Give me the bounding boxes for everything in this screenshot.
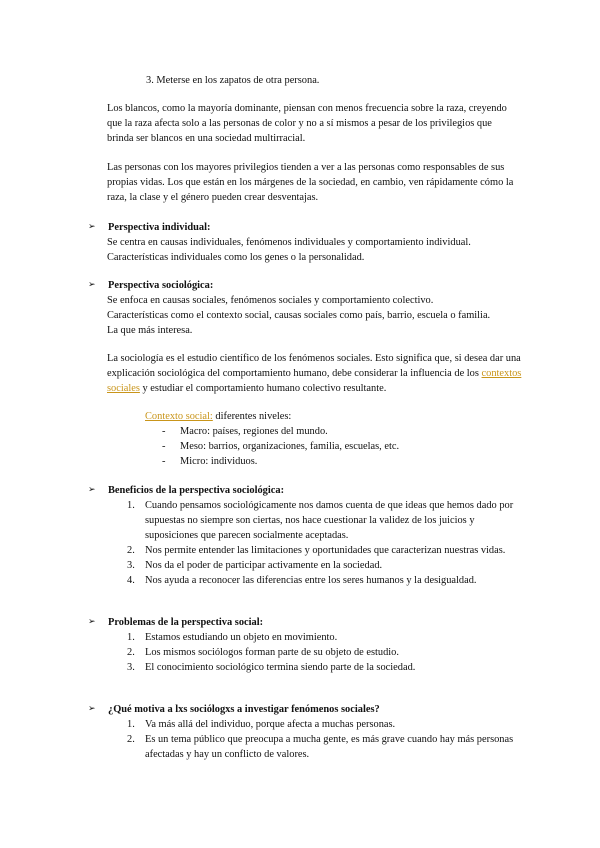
list-item (127, 732, 517, 762)
heading-title: Perspectiva sociológica: (108, 280, 214, 291)
item-number: 2. (127, 647, 135, 658)
list-item (162, 454, 399, 469)
paragraph-sociologia-text (107, 351, 525, 396)
item-number: 3. (127, 662, 135, 673)
list-item (127, 558, 525, 573)
paragraph-privilegios-text: Las personas con los mayores privilegios tienden a ver a las personas como responsables de sus propias vidas. Los que están en los márgenes de la sociedad, en cambio, ven rápidamente cómo la raza, la clase y el género pueden crear desventajas. (107, 162, 514, 203)
arrow-bullet-icon: ➢ (88, 280, 96, 290)
contexto-levels-list (162, 424, 399, 469)
item-number: 1. (127, 500, 135, 511)
list-item (127, 498, 525, 543)
level-text: Micro: individuos. (180, 456, 258, 467)
heading-title: Beneficios de la perspectiva sociológica: (108, 485, 285, 496)
paragraph-blancos-text: Los blancos, como la mayoría dominante, piensan con menos frecuencia sobre la raza, creyendo que la raza afecta solo a las personas de color y no a sí mismos a pesar de los privilegios que brinda ser blancos en una sociedad multirracial. (107, 103, 507, 144)
individual-body (107, 235, 522, 265)
dash-bullet: - (162, 441, 166, 452)
item-text: Nos da el poder de participar activamente en la sociedad. (145, 560, 383, 571)
contexto-social-link[interactable]: Contexto social: (145, 411, 213, 422)
heading-title: Problemas de la perspectiva social: (108, 617, 264, 628)
item-text: Es un tema público que preocupa a mucha gente, es más grave cuando hay más personas afectadas y hay un conflicto de valores. (145, 734, 514, 760)
item-number: 2. (127, 545, 135, 556)
arrow-bullet-icon: ➢ (88, 222, 96, 232)
list-item (127, 717, 517, 732)
heading-title: ¿Qué motiva a lxs sociólogxs a investigar fenómenos sociales? (108, 704, 380, 715)
sociologica-body (107, 293, 527, 338)
paragraph-blancos (107, 101, 519, 146)
item-text: Nos permite entender las limitaciones y oportunidades que caracterizan nuestras vidas. (145, 545, 506, 556)
intro-item-text: 3. Meterse en los zapatos de otra persona. (146, 75, 320, 86)
list-item (127, 660, 527, 675)
list-item (162, 424, 399, 439)
intro-item (146, 73, 561, 88)
arrow-bullet-icon: ➢ (88, 617, 96, 627)
item-text: Estamos estudiando un objeto en movimiento. (145, 632, 338, 643)
contexto-social-text (145, 409, 560, 424)
list-item (127, 630, 527, 645)
motiva-list (127, 717, 517, 762)
contextos-sociales-link[interactable]: contextos sociales (107, 368, 522, 394)
individual-line: Se centra en causas individuales, fenómenos individuales y comportamiento individual. (107, 237, 471, 248)
list-item (127, 645, 527, 660)
beneficios-list (127, 498, 525, 588)
individual-line: Características individuales como los genes o la personalidad. (107, 252, 365, 263)
item-number: 4. (127, 575, 135, 586)
list-item (127, 543, 525, 558)
item-text: Cuando pensamos sociológicamente nos damos cuenta de que ideas que hemos dado por supuestas no siempre son ciertas, nos hace cuestionar la validez de los juicios y suposiciones que parecen socialmente aceptadas. (145, 500, 514, 541)
dash-bullet: - (162, 426, 166, 437)
item-text: Los mismos sociólogos forman parte de su objeto de estudio. (145, 647, 399, 658)
paragraph-sociologia (107, 351, 525, 396)
item-text: El conocimiento sociológico termina siendo parte de la sociedad. (145, 662, 416, 673)
sociologica-line: La que más interesa. (107, 325, 193, 336)
paragraph-privilegios (107, 160, 519, 205)
paragraph-text-part: y estudiar el comportamiento humano colectivo resultante. (139, 383, 387, 394)
problemas-list (127, 630, 527, 675)
sociologica-line: Características como el contexto social, causas sociales como país, barrio, escuela o familia. (107, 310, 491, 321)
list-item (162, 439, 399, 454)
item-number: 1. (127, 632, 135, 643)
item-text: Va más allá del individuo, porque afecta a muchas personas. (145, 719, 396, 730)
level-text: Macro: países, regiones del mundo. (180, 426, 328, 437)
paragraph-text-part: La sociología es el estudio científico de los fenómenos sociales. Esto significa que, si desea dar una explicación sociológica del comportamiento humano, debe considerar la influencia de los (107, 353, 521, 379)
level-text: Meso: barrios, organizaciones, familia, escuelas, etc. (180, 441, 400, 452)
arrow-bullet-icon: ➢ (88, 704, 96, 714)
sociologica-line: Se enfoca en causas sociales, fenómenos sociales y comportamiento colectivo. (107, 295, 434, 306)
dash-bullet: - (162, 456, 166, 467)
item-number: 3. (127, 560, 135, 571)
item-number: 1. (127, 719, 135, 730)
contexto-social-rest: diferentes niveles: (212, 411, 292, 422)
arrow-bullet-icon: ➢ (88, 485, 96, 495)
item-text: Nos ayuda a reconocer las diferencias entre los seres humanos y la desigualdad. (145, 575, 477, 586)
item-number: 2. (127, 734, 135, 745)
heading-title: Perspectiva individual: (108, 222, 211, 233)
list-item (127, 573, 525, 588)
contexto-social-line (145, 409, 560, 424)
